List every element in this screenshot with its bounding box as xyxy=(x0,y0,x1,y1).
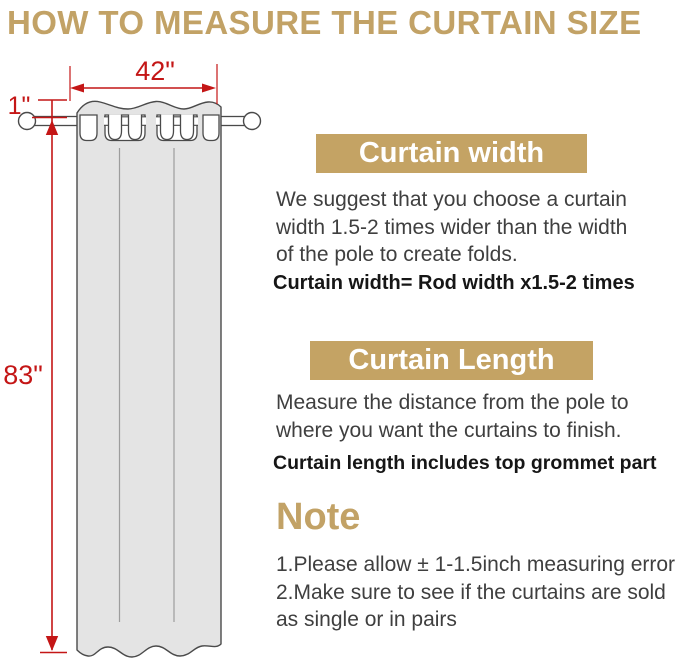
grommet-loop xyxy=(129,115,142,140)
grommet-loop xyxy=(181,115,194,140)
note-list xyxy=(276,551,675,634)
curtain-length-formula: Curtain length includes top grommet part xyxy=(273,452,657,474)
page-title: HOW TO MEASURE THE CURTAIN SIZE xyxy=(7,4,642,41)
curtain-width-formula: Curtain width= Rod width x1.5-2 times xyxy=(273,272,635,294)
top-offset-label: 1" xyxy=(7,92,31,120)
description-line: where you want the curtains to finish. xyxy=(276,418,622,442)
description-line: We suggest that you choose a curtain xyxy=(276,188,627,211)
note-heading: Note xyxy=(276,496,361,538)
curtain-body xyxy=(77,101,221,657)
width-dimension-label: 42" xyxy=(135,56,175,86)
curtain-length-description xyxy=(276,389,629,444)
grommet-opening xyxy=(80,115,97,141)
curtain-width-description xyxy=(276,186,627,269)
note-item: 2.Make sure to see if the curtains are sold xyxy=(276,580,666,604)
grommet-loop xyxy=(109,115,122,140)
grommet-loop xyxy=(161,115,174,140)
rod-finial-right xyxy=(244,113,261,130)
note-item: 1.Please allow ± 1-1.5inch measuring error xyxy=(276,553,676,576)
curtain-width-heading: Curtain width xyxy=(316,134,587,173)
curtain-measure-diagram xyxy=(0,0,270,661)
note-item: as single or in pairs xyxy=(276,608,457,631)
length-dimension-label: 83" xyxy=(3,360,43,390)
grommet-opening xyxy=(203,115,219,141)
description-line: Measure the distance from the pole to xyxy=(276,391,629,414)
curtain-length-heading: Curtain Length xyxy=(310,341,593,380)
description-line: of the pole to create folds. xyxy=(276,243,518,266)
description-line: width 1.5-2 times wider than the width xyxy=(276,215,628,239)
